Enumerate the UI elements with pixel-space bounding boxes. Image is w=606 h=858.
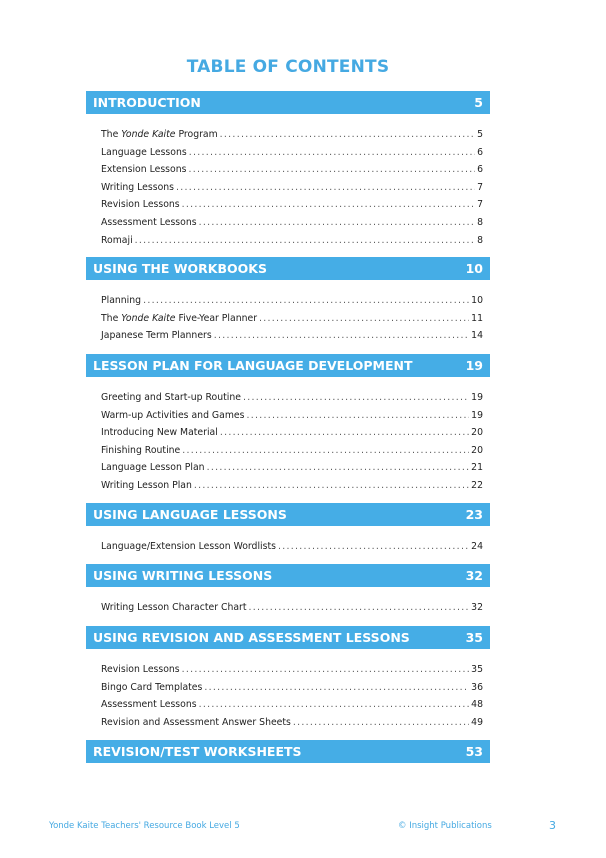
entry-page: 22 [471, 479, 483, 491]
entry-label-text: Assessment Lessons [101, 699, 197, 711]
dot-leader [278, 538, 469, 556]
dot-leader [243, 389, 469, 407]
entry-label [101, 126, 218, 144]
dot-leader [199, 696, 470, 714]
page-title: TABLE OF CONTENTS [186, 57, 390, 77]
entry-page: 19 [471, 392, 483, 403]
entry-label [101, 407, 244, 425]
dot-leader [143, 292, 469, 310]
dot-leader [220, 424, 469, 442]
entry-page: 5 [477, 129, 483, 140]
section-heading: USING WRITING LESSONS [93, 568, 273, 583]
entry-label-text: Warm-up Activities and Games [101, 409, 245, 421]
entry-label [101, 679, 202, 697]
entry-label [101, 292, 141, 310]
entry-label [101, 196, 180, 214]
section-page: 19 [465, 358, 483, 373]
toc-section [86, 354, 490, 495]
entry-page: 35 [471, 664, 483, 675]
dot-leader [199, 214, 476, 232]
dot-leader [135, 232, 475, 250]
toc-entry [101, 179, 483, 197]
entry-page: 24 [471, 541, 483, 552]
entry-label [101, 179, 174, 197]
entry-label-text: Language Lessons [101, 146, 187, 158]
entry-page: 21 [471, 462, 483, 474]
entry-page: 20 [471, 444, 483, 456]
toc-entry [101, 161, 483, 179]
dot-leader [220, 126, 475, 144]
entry-label-text: Five-Year Planner [175, 312, 258, 324]
toc-entry [101, 679, 483, 697]
toc-section [86, 257, 490, 345]
dot-leader [204, 679, 469, 697]
entry-label [101, 459, 205, 477]
entry-label-text: Introducing New Material [101, 427, 218, 439]
entry-page: 8 [477, 234, 483, 246]
section-page: 10 [465, 261, 483, 276]
section-page: 5 [474, 95, 483, 110]
section-page: 35 [465, 630, 483, 645]
entry-label-text: Bingo Card Templates [101, 681, 203, 693]
section-heading: LESSON PLAN FOR LANGUAGE DEVELOPMENT [93, 358, 413, 373]
entry-label-text: Greeting and Start-up Routine [101, 392, 241, 403]
entry-page: 36 [471, 681, 483, 693]
toc-entry [101, 214, 483, 232]
entry-page: 11 [471, 312, 483, 324]
entry-label-text: Finishing Routine [101, 444, 181, 456]
entry-label-text: Extension Lessons [101, 164, 187, 176]
toc-section [86, 564, 490, 617]
dot-leader [293, 714, 469, 732]
entry-page: 19 [471, 409, 483, 421]
toc-entry [101, 389, 483, 407]
entry-label-text: Assessment Lessons [101, 216, 197, 228]
dot-leader [214, 327, 469, 345]
entry-label [101, 424, 218, 442]
entry-label-text: Writing Lesson Plan [101, 479, 192, 491]
footer-book-title: Yonde Kaite Teachers' Resource Book Level 5 [49, 821, 240, 831]
dot-leader [259, 310, 469, 328]
toc-section [86, 91, 490, 249]
section-heading: REVISION/TEST WORKSHEETS [93, 744, 302, 759]
toc-section [86, 503, 490, 556]
entry-label-text: Revision and Assessment Answer Sheets [101, 716, 291, 728]
toc-entry [101, 714, 483, 732]
entry-label [101, 144, 187, 162]
entry-label [101, 232, 133, 250]
entry-page: 6 [477, 146, 483, 158]
section-heading: USING REVISION AND ASSESSMENT LESSONS [93, 630, 410, 645]
toc-entry [101, 144, 483, 162]
toc-section [86, 626, 490, 731]
dot-leader [194, 477, 469, 495]
entry-label [101, 214, 197, 232]
toc-entry [101, 407, 483, 425]
entry-label-italic: Yonde Kaite [121, 312, 176, 324]
dot-leader [182, 442, 469, 460]
entry-page: 7 [477, 199, 483, 211]
section-header [86, 354, 490, 377]
entry-label-text: Romaji [101, 234, 133, 246]
toc-entry [101, 327, 483, 345]
entry-page: 32 [471, 602, 483, 613]
entry-page: 14 [471, 330, 483, 342]
toc-entry [101, 442, 483, 460]
dot-leader [246, 407, 469, 425]
dot-leader [176, 179, 475, 197]
entry-label [101, 442, 180, 460]
entry-label [101, 389, 241, 407]
toc-entry [101, 196, 483, 214]
entry-label [101, 714, 291, 732]
entry-label [101, 477, 192, 495]
entry-label-text: Program [175, 129, 218, 140]
entry-label [101, 538, 276, 556]
entry-label [101, 661, 180, 679]
section-header [86, 503, 490, 526]
entry-page: 6 [477, 164, 483, 176]
entry-page: 10 [471, 295, 483, 306]
dot-leader [207, 459, 470, 477]
entry-label-text: Planning [101, 295, 142, 306]
toc-entry [101, 599, 483, 617]
entry-label-text: Revision Lessons [101, 664, 180, 675]
toc-entry [101, 477, 483, 495]
entry-label-italic: Yonde Kaite [121, 129, 176, 140]
dot-leader [249, 599, 470, 617]
entry-label-text: Revision Lessons [101, 199, 180, 211]
entry-page: 49 [471, 716, 483, 728]
section-header [86, 626, 490, 649]
entry-label [101, 161, 186, 179]
entry-label [101, 310, 257, 328]
entry-label-text: Language Lesson Plan [101, 462, 205, 474]
section-header [86, 257, 490, 280]
entry-label [101, 327, 212, 345]
section-heading: USING LANGUAGE LESSONS [93, 507, 287, 522]
section-heading: USING THE WORKBOOKS [93, 261, 267, 276]
entry-label-text: Writing Lesson Character Chart [101, 602, 247, 613]
footer-page-number: 3 [549, 819, 556, 832]
toc-section [86, 740, 490, 763]
dot-leader [189, 144, 475, 162]
dot-leader [182, 661, 470, 679]
footer-copyright: © Insight Publications [398, 821, 492, 831]
section-page: 23 [465, 507, 483, 522]
section-header [86, 564, 490, 587]
toc-entry [101, 459, 483, 477]
toc-entry [101, 126, 483, 144]
section-heading: INTRODUCTION [93, 95, 201, 110]
toc-entry [101, 292, 483, 310]
section-header [86, 91, 490, 114]
entry-page: 48 [471, 699, 483, 711]
entry-page: 7 [477, 181, 483, 193]
dot-leader [182, 196, 475, 214]
entry-label-text: The [101, 312, 122, 324]
entry-page: 8 [477, 216, 483, 228]
toc-entry [101, 696, 483, 714]
toc-entry [101, 310, 483, 328]
toc-entry [101, 661, 483, 679]
entry-label-text: The [101, 129, 122, 140]
toc-entry [101, 424, 483, 442]
section-page: 32 [465, 568, 483, 583]
dot-leader [188, 161, 475, 179]
section-header [86, 740, 490, 763]
section-page: 53 [465, 744, 483, 759]
toc-entry [101, 232, 483, 250]
entry-label [101, 599, 247, 617]
entry-label [101, 696, 197, 714]
entry-label-text: Language/Extension Lesson Wordlists [101, 541, 276, 552]
entry-label-text: Writing Lessons [101, 181, 175, 193]
entry-page: 20 [471, 427, 483, 439]
toc-entry [101, 538, 483, 556]
entry-label-text: Japanese Term Planners [101, 330, 212, 342]
